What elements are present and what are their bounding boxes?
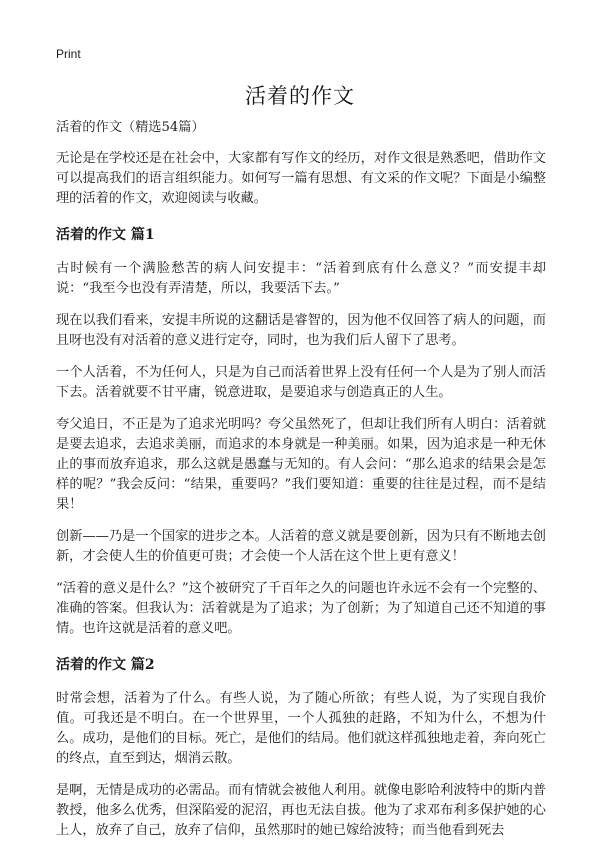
page-title: 活着的作文: [245, 84, 355, 108]
section-heading-2: 活着的作文 篇2: [56, 657, 155, 673]
paragraph: 夸父追日，不正是为了追求光明吗？夸父虽然死了，但却让我们所有人明白：活着就是要去追求，去追求美丽，而追求的本身就是一种美丽。如果，因为追求是一种无休止的事而放弃追求，那么这就是愚蠢与无知的。有人会问：“那么追求的结果会是怎样的呢？”我会反问：“结果，重要吗？”我们要知道：重要的往往是过程，而不是结果！: [56, 417, 546, 512]
paragraph: 时常会想，活着为了什么。有些人说，为了随心所欲；有些人说，为了实现自我价值。可我还是不明白。在一个世界里，一个人孤独的赶路，不知为什么，不想为什么。成功，是他们的目标。死亡，是他们的结局。他们就这样孤独地走着，奔向死亡的终点，直至到达，烟消云散。: [56, 691, 546, 766]
paragraph: 一个人活着，不为任何人，只是为自己而活着世界上没有任何一个人是为了别人而活下去。活着就要不甘平庸，锐意进取，是要追求与创造真正的人生。: [56, 365, 546, 400]
paragraph: 现在以我们看来，安提丰所说的这翻话是睿智的，因为他不仅回答了病人的问题，而且呀也没有对活着的意义进行定夺，同时，也为我们后人留下了思考。: [56, 313, 546, 348]
paragraph: 古时候有一个满脸愁苦的病人问安提丰：“活着到底有什么意义？”而安提丰却说：“我至今也没有弄清楚，所以，我要活下去。”: [56, 261, 546, 296]
paragraph: 创新——乃是一个国家的进步之本。人活着的意义就是要创新，因为只有不断地去创新，才会使人生的价值更可贵；才会使一个人活在这个世上更有意义！: [56, 529, 546, 564]
paragraph: 是啊，无情是成功的必需品。而有情就会被他人利用。就像电影哈利波特中的斯内普教授，他多么优秀，但深陷爱的泥沼，再也无法自拔。他为了求邓布利多保护她的心上人，放弃了自己，放弃了信仰，虽然那时的她已嫁给波特；而当他看到死去: [56, 783, 546, 838]
print-link[interactable]: Print: [56, 47, 81, 61]
paragraph: “活着的意义是什么？”这个被研究了千百年之久的问题也许永远不会有一个完整的、准确的答案。但我认为：活着就是为了追求；为了创新；为了知道自己还不知道的事情。也许这就是活着的意义吧。: [56, 581, 546, 636]
section-heading-1: 活着的作文 篇1: [56, 227, 155, 243]
intro-paragraph: 无论是在学校还是在社会中，大家都有写作文的经历，对作文很是熟悉吧，借助作文可以提高我们的语言组织能力。如何写一篇有思想、有文采的作文呢？下面是小编整理的活着的作文，欢迎阅读与收藏。: [56, 151, 546, 206]
article-body: [56, 118, 546, 853]
article-subtitle: 活着的作文（精选54篇）: [56, 120, 205, 135]
